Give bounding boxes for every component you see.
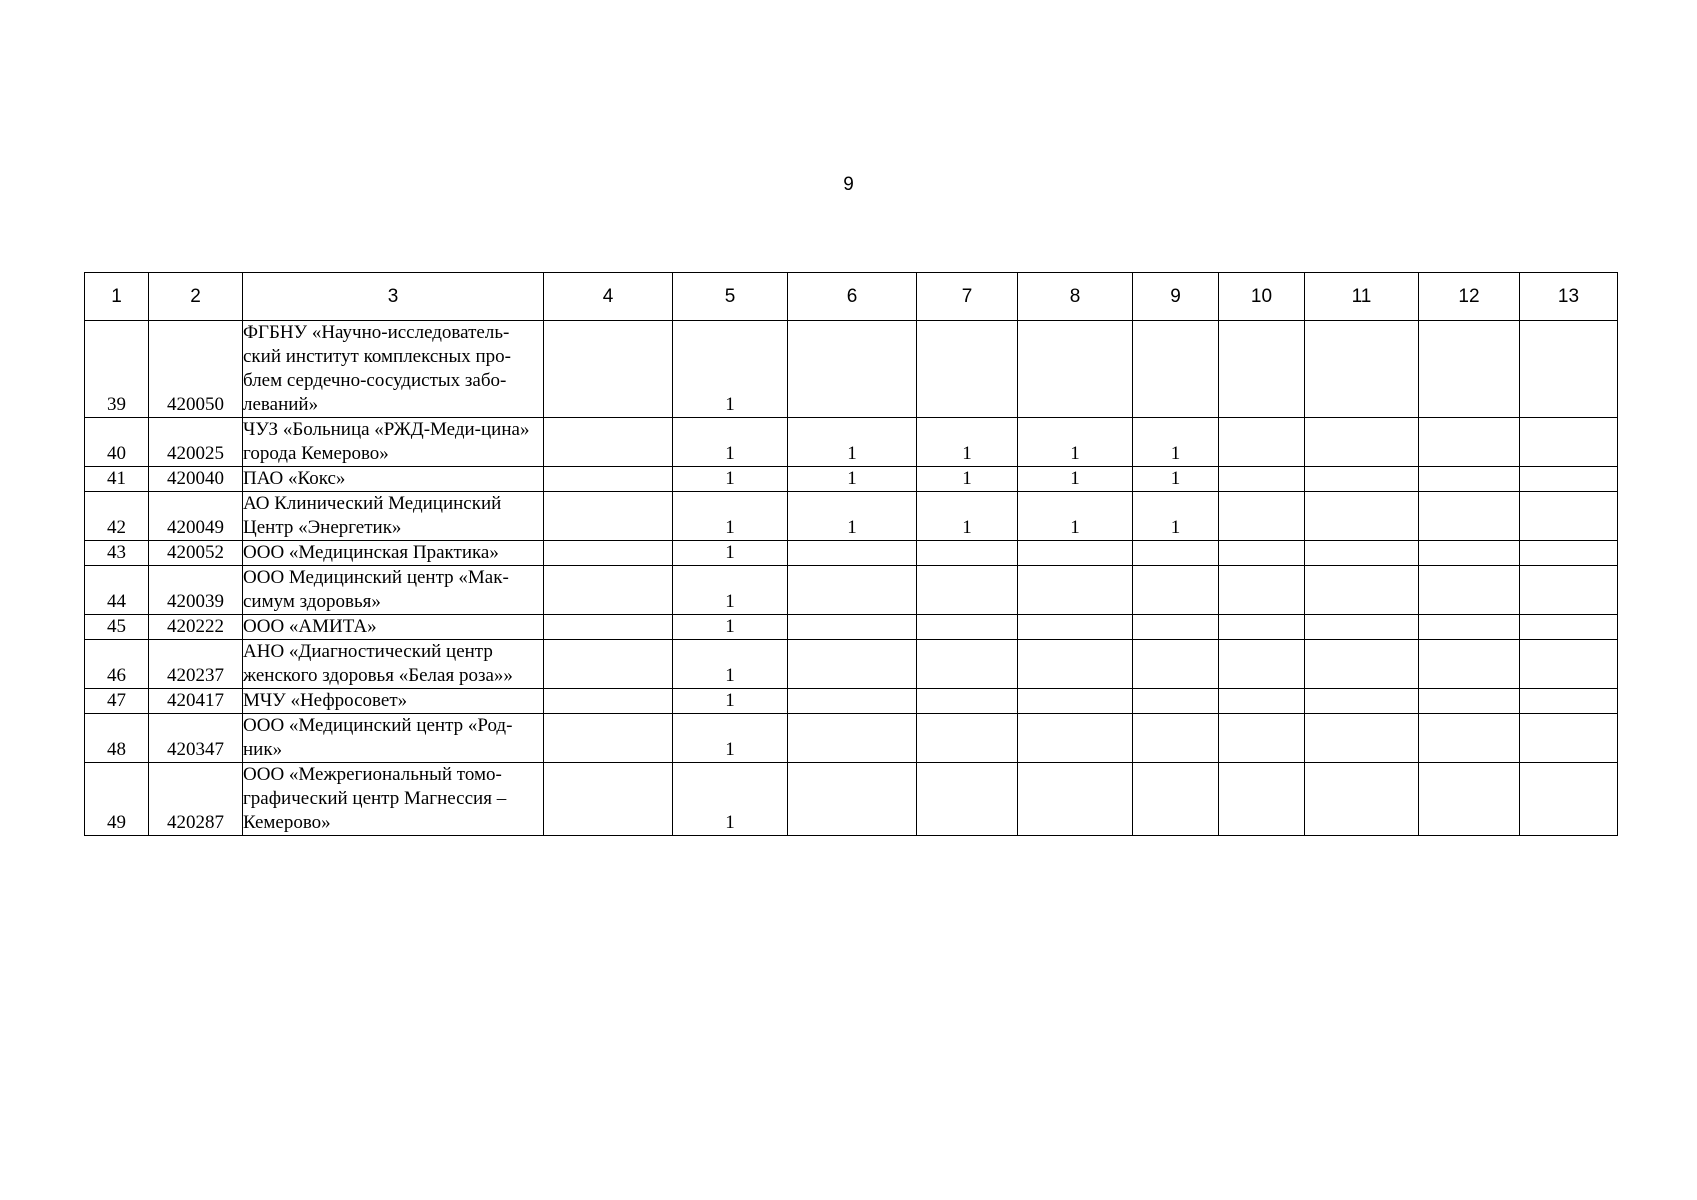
value-cell-col-6 bbox=[788, 321, 917, 418]
org-code-cell: 420222 bbox=[149, 615, 243, 640]
column-header: 1 bbox=[85, 273, 149, 321]
value-cell-col-12 bbox=[1419, 418, 1520, 467]
value-cell-col-13 bbox=[1520, 763, 1618, 836]
value-cell-col-11 bbox=[1305, 640, 1419, 689]
value-cell-col-10 bbox=[1219, 541, 1305, 566]
value-cell-col-11 bbox=[1305, 418, 1419, 467]
value-cell-col-8 bbox=[1018, 640, 1133, 689]
value-cell-col-10 bbox=[1219, 763, 1305, 836]
value-cell-col-9 bbox=[1133, 689, 1219, 714]
value-cell-col-13 bbox=[1520, 640, 1618, 689]
row-number-cell: 44 bbox=[85, 566, 149, 615]
value-cell-col-12 bbox=[1419, 763, 1520, 836]
value-cell-col-11 bbox=[1305, 321, 1419, 418]
value-cell-col-4 bbox=[544, 492, 673, 541]
value-cell-col-12 bbox=[1419, 321, 1520, 418]
org-name-cell: ООО «АМИТА» bbox=[243, 615, 544, 640]
value-cell-col-7 bbox=[917, 566, 1018, 615]
value-cell-col-9: 1 bbox=[1133, 467, 1219, 492]
value-cell-col-9 bbox=[1133, 763, 1219, 836]
value-cell-col-8 bbox=[1018, 689, 1133, 714]
value-cell-col-6: 1 bbox=[788, 418, 917, 467]
value-cell-col-8 bbox=[1018, 541, 1133, 566]
value-cell-col-7: 1 bbox=[917, 467, 1018, 492]
value-cell-col-6 bbox=[788, 541, 917, 566]
org-code-cell: 420049 bbox=[149, 492, 243, 541]
value-cell-col-4 bbox=[544, 615, 673, 640]
value-cell-col-7 bbox=[917, 714, 1018, 763]
value-cell-col-7 bbox=[917, 541, 1018, 566]
value-cell-col-13 bbox=[1520, 566, 1618, 615]
value-cell-col-13 bbox=[1520, 467, 1618, 492]
org-code-cell: 420040 bbox=[149, 467, 243, 492]
value-cell-col-8: 1 bbox=[1018, 492, 1133, 541]
value-cell-col-12 bbox=[1419, 689, 1520, 714]
table-row bbox=[85, 714, 1618, 763]
value-cell-col-6 bbox=[788, 615, 917, 640]
value-cell-col-7: 1 bbox=[917, 492, 1018, 541]
value-cell-col-13 bbox=[1520, 492, 1618, 541]
value-cell-col-7 bbox=[917, 321, 1018, 418]
table-row bbox=[85, 763, 1618, 836]
value-cell-col-8: 1 bbox=[1018, 467, 1133, 492]
value-cell-col-5: 1 bbox=[673, 321, 788, 418]
value-cell-col-10 bbox=[1219, 321, 1305, 418]
value-cell-col-9 bbox=[1133, 321, 1219, 418]
value-cell-col-8 bbox=[1018, 566, 1133, 615]
value-cell-col-6 bbox=[788, 763, 917, 836]
column-header: 12 bbox=[1419, 273, 1520, 321]
table-row bbox=[85, 689, 1618, 714]
header-row bbox=[85, 273, 1618, 321]
row-number-cell: 39 bbox=[85, 321, 149, 418]
value-cell-col-12 bbox=[1419, 640, 1520, 689]
value-cell-col-12 bbox=[1419, 541, 1520, 566]
value-cell-col-7 bbox=[917, 615, 1018, 640]
value-cell-col-4 bbox=[544, 640, 673, 689]
value-cell-col-5: 1 bbox=[673, 541, 788, 566]
column-header: 8 bbox=[1018, 273, 1133, 321]
org-code-cell: 420025 bbox=[149, 418, 243, 467]
value-cell-col-5: 1 bbox=[673, 566, 788, 615]
value-cell-col-6 bbox=[788, 714, 917, 763]
org-name-cell: ООО «Межрегиональный томо-графический центр Магнессия – Кемерово» bbox=[243, 763, 544, 836]
value-cell-col-7 bbox=[917, 640, 1018, 689]
column-header: 3 bbox=[243, 273, 544, 321]
org-code-cell: 420052 bbox=[149, 541, 243, 566]
org-name-cell: ООО «Медицинский центр «Род-ник» bbox=[243, 714, 544, 763]
value-cell-col-11 bbox=[1305, 467, 1419, 492]
value-cell-col-11 bbox=[1305, 492, 1419, 541]
row-number-cell: 41 bbox=[85, 467, 149, 492]
value-cell-col-5: 1 bbox=[673, 418, 788, 467]
value-cell-col-4 bbox=[544, 541, 673, 566]
value-cell-col-13 bbox=[1520, 418, 1618, 467]
value-cell-col-4 bbox=[544, 321, 673, 418]
table-row bbox=[85, 467, 1618, 492]
table-row bbox=[85, 566, 1618, 615]
column-header: 7 bbox=[917, 273, 1018, 321]
value-cell-col-9 bbox=[1133, 566, 1219, 615]
org-name-cell: ООО Медицинский центр «Мак-симум здоровья» bbox=[243, 566, 544, 615]
value-cell-col-5: 1 bbox=[673, 714, 788, 763]
org-code-cell: 420347 bbox=[149, 714, 243, 763]
value-cell-col-6: 1 bbox=[788, 492, 917, 541]
value-cell-col-11 bbox=[1305, 763, 1419, 836]
org-name-cell: АНО «Диагностический центр женского здоровья «Белая роза»» bbox=[243, 640, 544, 689]
value-cell-col-8 bbox=[1018, 321, 1133, 418]
value-cell-col-12 bbox=[1419, 492, 1520, 541]
org-code-cell: 420417 bbox=[149, 689, 243, 714]
value-cell-col-11 bbox=[1305, 615, 1419, 640]
value-cell-col-6 bbox=[788, 640, 917, 689]
org-name-cell: АО Клинический Медицинский Центр «Энергетик» bbox=[243, 492, 544, 541]
value-cell-col-13 bbox=[1520, 714, 1618, 763]
value-cell-col-5: 1 bbox=[673, 467, 788, 492]
value-cell-col-9 bbox=[1133, 615, 1219, 640]
value-cell-col-10 bbox=[1219, 689, 1305, 714]
table-row bbox=[85, 640, 1618, 689]
value-cell-col-6: 1 bbox=[788, 467, 917, 492]
value-cell-col-10 bbox=[1219, 418, 1305, 467]
value-cell-col-5: 1 bbox=[673, 492, 788, 541]
row-number-cell: 48 bbox=[85, 714, 149, 763]
table-row bbox=[85, 418, 1618, 467]
row-number-cell: 49 bbox=[85, 763, 149, 836]
row-number-cell: 43 bbox=[85, 541, 149, 566]
value-cell-col-13 bbox=[1520, 615, 1618, 640]
value-cell-col-11 bbox=[1305, 541, 1419, 566]
value-cell-col-6 bbox=[788, 689, 917, 714]
table-row bbox=[85, 492, 1618, 541]
column-header: 6 bbox=[788, 273, 917, 321]
value-cell-col-12 bbox=[1419, 714, 1520, 763]
value-cell-col-4 bbox=[544, 566, 673, 615]
value-cell-col-4 bbox=[544, 714, 673, 763]
row-number-cell: 46 bbox=[85, 640, 149, 689]
table-row bbox=[85, 541, 1618, 566]
column-header: 4 bbox=[544, 273, 673, 321]
org-name-cell: ПАО «Кокс» bbox=[243, 467, 544, 492]
value-cell-col-13 bbox=[1520, 689, 1618, 714]
value-cell-col-10 bbox=[1219, 566, 1305, 615]
table-row bbox=[85, 615, 1618, 640]
value-cell-col-8 bbox=[1018, 763, 1133, 836]
value-cell-col-11 bbox=[1305, 566, 1419, 615]
column-header: 11 bbox=[1305, 273, 1419, 321]
value-cell-col-9 bbox=[1133, 714, 1219, 763]
value-cell-col-10 bbox=[1219, 467, 1305, 492]
row-number-cell: 42 bbox=[85, 492, 149, 541]
value-cell-col-7: 1 bbox=[917, 418, 1018, 467]
org-name-cell: МЧУ «Нефросовет» bbox=[243, 689, 544, 714]
value-cell-col-12 bbox=[1419, 566, 1520, 615]
org-name-cell: ООО «Медицинская Практика» bbox=[243, 541, 544, 566]
value-cell-col-11 bbox=[1305, 714, 1419, 763]
value-cell-col-13 bbox=[1520, 541, 1618, 566]
value-cell-col-12 bbox=[1419, 467, 1520, 492]
row-number-cell: 40 bbox=[85, 418, 149, 467]
org-name-cell: ФГБНУ «Научно-исследователь-ский институт комплексных про-блем сердечно-сосудистых забо-леваний» bbox=[243, 321, 544, 418]
value-cell-col-8 bbox=[1018, 615, 1133, 640]
org-name-cell: ЧУЗ «Больница «РЖД-Меди-цина» города Кемерово» bbox=[243, 418, 544, 467]
value-cell-col-10 bbox=[1219, 714, 1305, 763]
value-cell-col-10 bbox=[1219, 492, 1305, 541]
value-cell-col-4 bbox=[544, 467, 673, 492]
data-table bbox=[84, 272, 1618, 836]
value-cell-col-9 bbox=[1133, 541, 1219, 566]
column-header: 5 bbox=[673, 273, 788, 321]
value-cell-col-4 bbox=[544, 418, 673, 467]
value-cell-col-5: 1 bbox=[673, 615, 788, 640]
column-header: 2 bbox=[149, 273, 243, 321]
value-cell-col-7 bbox=[917, 689, 1018, 714]
value-cell-col-13 bbox=[1520, 321, 1618, 418]
value-cell-col-9 bbox=[1133, 640, 1219, 689]
value-cell-col-9: 1 bbox=[1133, 418, 1219, 467]
value-cell-col-5: 1 bbox=[673, 640, 788, 689]
row-number-cell: 47 bbox=[85, 689, 149, 714]
org-code-cell: 420039 bbox=[149, 566, 243, 615]
value-cell-col-8 bbox=[1018, 714, 1133, 763]
value-cell-col-10 bbox=[1219, 640, 1305, 689]
value-cell-col-7 bbox=[917, 763, 1018, 836]
value-cell-col-4 bbox=[544, 689, 673, 714]
value-cell-col-6 bbox=[788, 566, 917, 615]
value-cell-col-8: 1 bbox=[1018, 418, 1133, 467]
column-header: 10 bbox=[1219, 273, 1305, 321]
value-cell-col-4 bbox=[544, 763, 673, 836]
table-row bbox=[85, 321, 1618, 418]
value-cell-col-5: 1 bbox=[673, 689, 788, 714]
org-code-cell: 420237 bbox=[149, 640, 243, 689]
org-code-cell: 420287 bbox=[149, 763, 243, 836]
row-number-cell: 45 bbox=[85, 615, 149, 640]
column-header: 9 bbox=[1133, 273, 1219, 321]
value-cell-col-12 bbox=[1419, 615, 1520, 640]
org-code-cell: 420050 bbox=[149, 321, 243, 418]
value-cell-col-11 bbox=[1305, 689, 1419, 714]
value-cell-col-9: 1 bbox=[1133, 492, 1219, 541]
page-number: 9 bbox=[843, 174, 854, 195]
value-cell-col-10 bbox=[1219, 615, 1305, 640]
column-header: 13 bbox=[1520, 273, 1618, 321]
value-cell-col-5: 1 bbox=[673, 763, 788, 836]
